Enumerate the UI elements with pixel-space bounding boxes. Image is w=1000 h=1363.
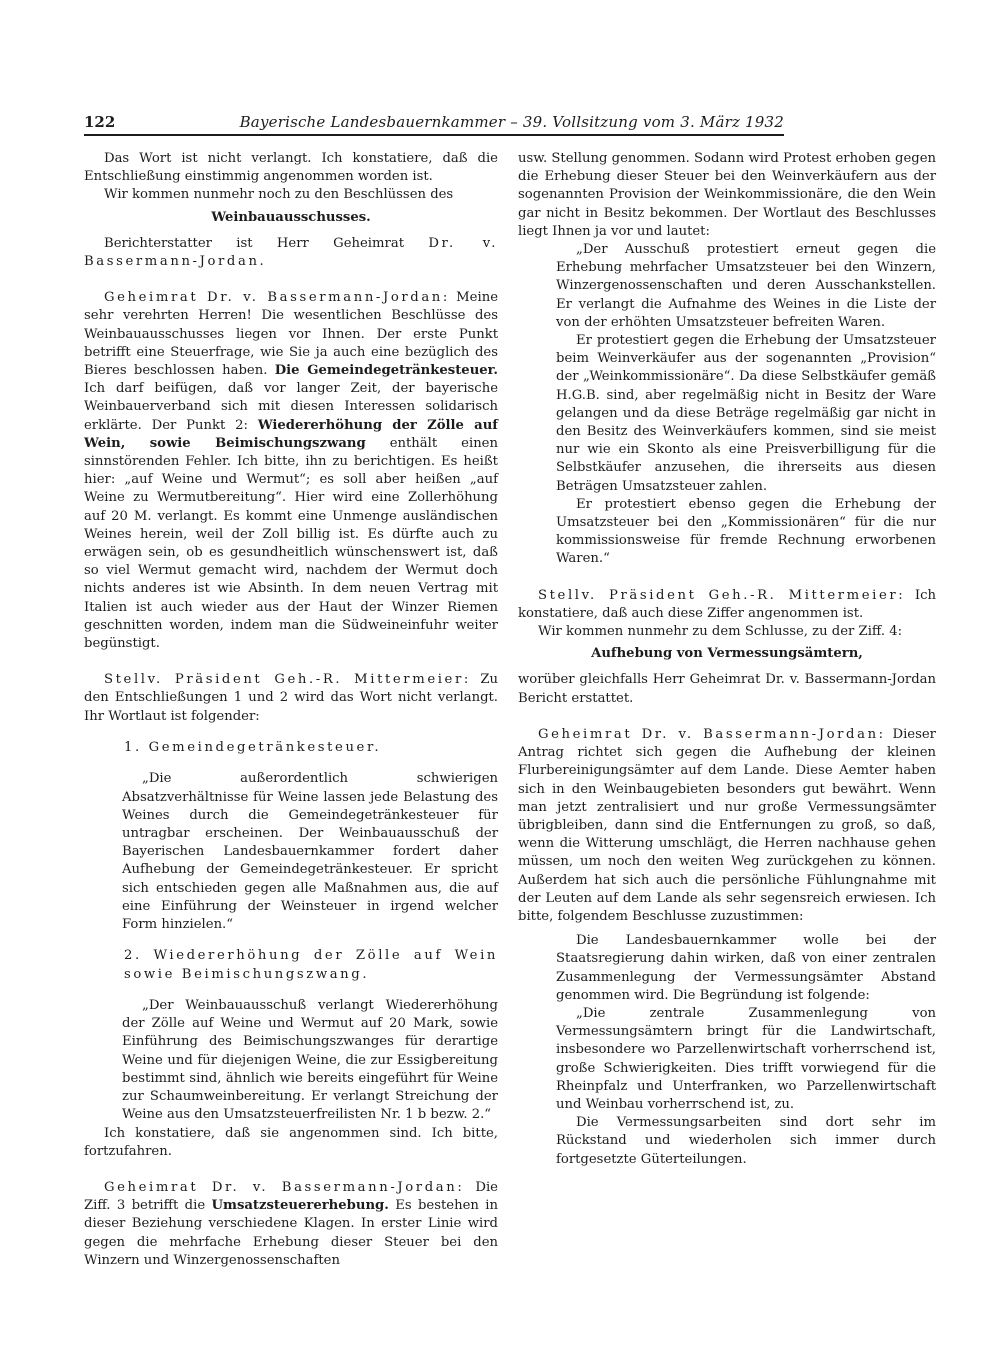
speech-text: Dieser Antrag richtet sich gegen die Aufhebung der kleinen Flurbereinigungsämter auf dem Lande. Diese Aemter haben sich in den Weinbaugebieten besonders gut bewährt. Wenn man jetzt zentralisiert und nur große Vermessungsämter übrigbleiben, dann sind die Entfernungen zu groß, so daß, wenn die Witterung umschlägt, die Herren nachhause gehen müssen, um noch den weiten Weg zurückgehen zu können. Außerdem hat sich auch die persönliche Fühlungnahme mit der Leuten auf dem Lande als sehr segensreich erwiesen. Ich bitte, folgendem Beschlusse zuzustimmen:	[518, 726, 936, 924]
quote: „Der Weinbauausschuß verlangt Wiedererhöhung der Zölle auf Weine und Wermut auf 20 Mark, sowie Einführung des Beimischungszwanges für derartige Weine und für diejenigen Weine, die zur Essigbereitung bestimmt sind, ähnlich wie bereits eingeführt für Weine zur Schaumweinbereitung. Er verlangt Streichung der Weine aus den Umsatzsteuerfreilisten Nr. 1 b bezw. 2.“	[122, 998, 498, 1123]
speech-text: Die Ziff. 3 betrifft die	[84, 1179, 498, 1214]
quote: Die Landesbauernkammer wolle bei der Staatsregierung dahin wirken, daß von einer zentralen Zusammenlegung der Vermessungsämter Abstand genommen wird. Die Begründung ist folgende:	[556, 933, 936, 1003]
speech	[518, 587, 936, 623]
paragraph: worüber gleichfalls Herr Geheimrat Dr. v. Bassermann-Jordan Bericht erstattet.	[518, 672, 936, 706]
paragraph: usw. Stellung genommen. Sodann wird Protest erhoben gegen die Erhebung dieser Steuer bei den Weinverkäufern aus der sogenannten Provision der Weinkommissionäre, die den Wein gar nicht in Besitz bekommen. Der Wortlaut des Beschlusses liegt Ihnen ja vor und lautet:	[518, 151, 936, 239]
speech-text: enthält einen sinnstörenden Fehler. Ich bitte, ihn zu berichtigen. Es heißt hier: „auf Weine und Wermut“; es soll aber heißen „auf Weine zu Wermutbereitung“. Hier wird eine Zollerhöhung auf 20 M. verlangt. Es kommt eine Unmenge ausländischen Weines herein, weil der Zoll billig ist. Es dürfte auch zu erwägen sein, ob es gesundheitlich wünschenswert ist, daß so viel Wermut gemacht wird, nachdem der Wermut doch nichts anderes ist wie Absinth. In dem neuen Vertrag mit Italien ist auch wieder aus der Haut der Winzer Riemen geschnitten worden, indem man die Südweineinfuhr weiter begünstigt.	[84, 435, 498, 652]
speaker-name: Geheimrat Dr. v. Bassermann-Jordan:	[104, 290, 450, 306]
speaker-name: Geheimrat Dr. v. Bassermann-Jordan:	[104, 1179, 465, 1195]
right-column	[518, 150, 936, 1169]
bold-term: Die Gemeindegetränkesteuer.	[274, 363, 498, 379]
page-header	[84, 110, 784, 136]
quote: „Die zentrale Zusammenlegung von Vermessungsämtern bringt für die Landwirtschaft, insbesondere wo Parzellenwirtschaft vorherrschend ist, große Schwierigkeiten. Dies trifft vorwiegend für die Rheinpfalz und Unterfranken, wo Parzellenwirtschaft und Weinbau vorherrschend ist, zu.	[556, 1005, 936, 1112]
paragraph-text: Berichterstatter ist Herr Geheimrat	[104, 235, 404, 251]
section-heading: Aufhebung von Vermessungsämtern,	[591, 646, 863, 662]
speech	[84, 289, 498, 653]
paragraph	[84, 235, 498, 271]
paragraph: Ich konstatiere, daß sie angenommen sind. Ich bitte, fortzufahren.	[84, 1125, 498, 1159]
speaker-name: Dr. v. Bassermann-Jordan.	[84, 235, 498, 270]
quote: „Der Ausschuß protestiert erneut gegen die Erhebung mehrfacher Umsatzsteuer bei den Winzern, Winzergenossenschaften und deren Ausschankstellen. Er verlangt die Aufnahme des Weines in die Liste der von der erhöhten Umsatzsteuer befreiten Waren.	[556, 242, 936, 330]
quote: „Die außerordentlich schwierigen Absatzverhältnisse für Weine lassen jede Belastung des Weines durch die Gemeindegetränkesteuer für untragbar erscheinen. Der Weinbauausschuß der Bayerischen Landesbauernkammer fordert daher Aufhebung der Gemeindegetränkesteuer. Er spricht sich entschieden gegen alle Maßnahmen aus, die auf eine Einführung der Weinsteuer in irgend welcher Form hinzielen.“	[122, 771, 498, 933]
speech-text: Zu den Entschließungen 1 und 2 wird das Wort nicht verlangt. Ihr Wortlaut ist folgender:	[84, 672, 498, 724]
quote: Er protestiert ebenso gegen die Erhebung der Umsatzsteuer bei den „Kommissionären“ für die nur kommissionsweise für fremde Rechnung erworbenen Waren.“	[556, 496, 936, 567]
paragraph: Wir kommen nunmehr noch zu den Beschlüssen des	[104, 187, 454, 203]
bold-term: Umsatzsteuererhebung.	[211, 1198, 389, 1214]
list-item-title: 2. Wiedererhöhung der Zölle auf Wein sowie Beimischungszwang.	[124, 948, 498, 982]
speech-text: Ich darf beifügen, daß vor langer Zeit, der bayerische Weinbauerverband sich mit diesen Interessen solidarisch erklärte. Der Punkt 2:	[84, 381, 498, 433]
quote: Er protestiert gegen die Erhebung der Umsatzsteuer beim Weinverkäufer aus der sogenannten „Provision“ der „Weinkommissionäre“. Da diese Selbstkäufer gemäß H.G.B. sind, aber regelmäßig nicht in Besitz der Ware gelangen und da diese Beträge regelmäßig gar nicht in den Besitz des Weinverkäufers kommen, sind sie meist nur wie ein Skonto als eine Preisverbilligung für die Selbstkäufer anzusehen, die ihrerseits aus diesen Beträgen Umsatzsteuer zahlen.	[556, 333, 936, 494]
speech-text: Ich konstatiere, daß auch diese Ziffer angenommen ist.	[518, 587, 936, 621]
running-title: Bayerische Landesbauernkammer – 39. Vollsitzung vom 3. März 1932	[239, 113, 784, 131]
speaker-name: Stellv. Präsident Geh.-R. Mittermeier:	[538, 587, 906, 603]
speech	[518, 726, 936, 926]
speech	[84, 1179, 498, 1270]
speaker-name: Geheimrat Dr. v. Bassermann-Jordan:	[538, 726, 886, 742]
speech-text: Meine sehr verehrten Herren! Die wesentlichen Beschlüsse des Weinbauausschusses liegen vor Ihnen. Der erste Punkt betrifft eine Steuerfrage, wie Sie ja auch eine bezüglich des Bieres beschlossen haben.	[84, 290, 498, 379]
paragraph: Wir kommen nunmehr zu dem Schlusse, zu der Ziff. 4:	[538, 624, 903, 640]
quote: Die Vermessungsarbeiten sind dort sehr im Rückstand und wiederholen sich immer durch fortgesetzte Güterteilungen.	[556, 1115, 936, 1167]
page-number: 122	[84, 113, 116, 131]
bold-term: Wiedererhöhung der Zölle auf Wein, sowie Beimischungszwang	[84, 417, 498, 451]
list-item-title: 1. Gemeindegetränkesteuer.	[124, 740, 382, 756]
speech-text: Es bestehen in dieser Beziehung verschiedene Klagen. In erster Linie wird gegen die mehrfache Erhebung dieser Steuer bei den Winzern und Winzergenossenschaften	[84, 1198, 498, 1268]
section-heading: Weinbauausschusses.	[211, 209, 371, 225]
speaker-name: Stellv. Präsident Geh.-R. Mittermeier:	[104, 672, 471, 688]
left-column	[84, 150, 498, 1270]
paragraph: Das Wort ist nicht verlangt. Ich konstatiere, daß die Entschließung einstimmig angenommen worden ist.	[84, 151, 498, 185]
speech	[84, 671, 498, 726]
